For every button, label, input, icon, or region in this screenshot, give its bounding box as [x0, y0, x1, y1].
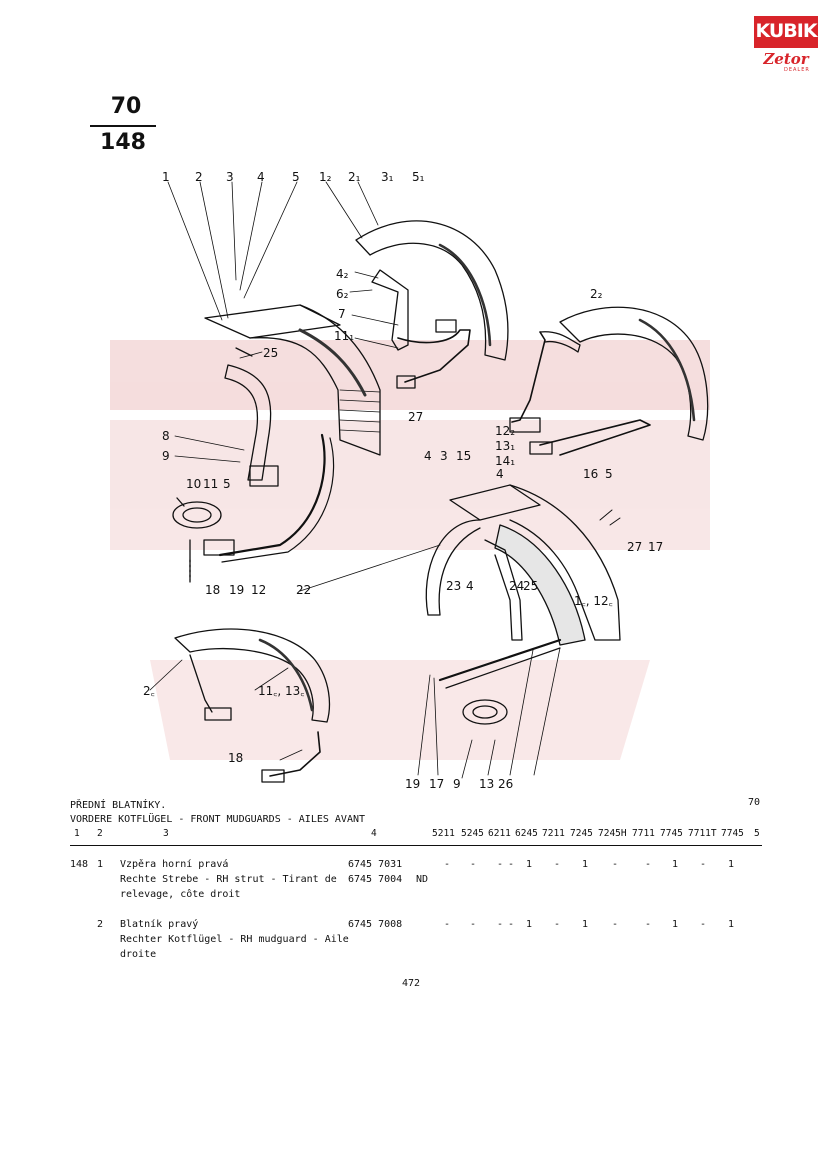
- col-header-model: 5211: [432, 828, 455, 839]
- page-index-rule: [90, 125, 156, 127]
- page-sheet-number: 148: [100, 130, 146, 155]
- callout: 12: [251, 583, 267, 597]
- logo-brand-sub: DEALER: [784, 67, 810, 73]
- qty-cell: -: [470, 919, 477, 930]
- callout: 5: [292, 170, 300, 184]
- section-title-cz: PŘEDNÍ BLATNÍKY.: [70, 800, 167, 811]
- callout: 4: [466, 579, 474, 593]
- position-number: 2: [97, 919, 104, 930]
- description-cz: Blatník pravý: [120, 919, 199, 930]
- page-number: 472: [402, 978, 421, 989]
- callout: 3₁: [381, 170, 394, 184]
- callout: 19: [405, 777, 421, 790]
- kubik-zetor-logo: [754, 16, 818, 72]
- qty-cell: -: [700, 859, 707, 870]
- description-cz: Vzpěra horní pravá: [120, 859, 229, 870]
- callout: 16: [583, 467, 599, 481]
- col-header-model: 7745: [660, 828, 683, 839]
- description-multi: Rechter Kotflügel - RH mudguard - Aile: [120, 934, 349, 945]
- qty-cell: -: [612, 859, 619, 870]
- qty-cell: 1: [526, 859, 533, 870]
- callout: 15: [456, 449, 472, 463]
- qty-cell: -: [508, 919, 515, 930]
- callout: 2₂: [590, 287, 603, 301]
- part-number: 6745 7008: [348, 919, 403, 930]
- callout: 25: [523, 579, 539, 593]
- callout: 12₂: [495, 424, 516, 438]
- description-multi: droite: [120, 949, 157, 960]
- callout: 13₁: [495, 439, 516, 453]
- qty-cell: -: [645, 859, 652, 870]
- callout: 17: [429, 777, 445, 790]
- kubik-logo-block: [754, 16, 818, 48]
- page-group-number: 70: [110, 94, 142, 119]
- qty-cell: -: [700, 919, 707, 930]
- description-multi: Rechte Strebe - RH strut - Tirant de: [120, 874, 337, 885]
- qty-cell: 1: [582, 919, 589, 930]
- callout: 11₁: [334, 329, 355, 343]
- callout: 19: [229, 583, 245, 597]
- col-header-model: 7711T: [688, 828, 717, 839]
- col-header-2: 2: [97, 828, 103, 839]
- callout: 4₂: [336, 267, 349, 281]
- callout: 1꜀, 12꜀: [574, 594, 613, 608]
- qty-cell: -: [554, 919, 561, 930]
- qty-cell: -: [497, 919, 504, 930]
- callout: 4: [257, 170, 265, 184]
- col-header-4: 4: [371, 828, 377, 839]
- callout: 2₁: [348, 170, 361, 184]
- description-multi: relevage, côte droit: [120, 889, 241, 900]
- callout: 25: [263, 346, 279, 360]
- callout: 8: [162, 429, 170, 443]
- qty-cell: 1: [728, 919, 735, 930]
- qty-cell: 1: [526, 919, 533, 930]
- callout: 1₂: [319, 170, 332, 184]
- col-header-model: 6211: [488, 828, 511, 839]
- mudguard-exploded-diagram: [0, 150, 826, 790]
- qty-cell: -: [645, 919, 652, 930]
- callout: 5: [223, 477, 231, 491]
- col-header-model: 7245H: [598, 828, 627, 839]
- section-number: 70: [748, 797, 761, 808]
- callout: 5: [605, 467, 613, 481]
- col-header-model: 7211: [542, 828, 565, 839]
- callout: 9: [453, 777, 461, 790]
- qty-cell: -: [554, 859, 561, 870]
- col-header-1: 1: [74, 828, 80, 839]
- callout: 27: [627, 540, 643, 554]
- col-header-model: 7745: [721, 828, 744, 839]
- callout: 2꜀: [143, 684, 155, 698]
- callout: 11꜀, 13꜀: [258, 684, 305, 698]
- ref-group: 148: [70, 859, 89, 870]
- qty-cell: 1: [672, 859, 679, 870]
- part-note: ND: [416, 874, 429, 885]
- callout: 10: [186, 477, 202, 491]
- qty-cell: -: [508, 859, 515, 870]
- callout: 23: [446, 579, 462, 593]
- callout: 26: [498, 777, 514, 790]
- callout: 22: [296, 583, 312, 597]
- part-number: 6745 7031: [348, 859, 403, 870]
- callout: 1: [162, 170, 170, 184]
- table-header-rule: [70, 845, 762, 846]
- logo-brand-bottom: Zetor: [763, 50, 809, 68]
- callout: 14₁: [495, 454, 516, 468]
- callout: 18: [228, 751, 244, 765]
- callout: 27: [408, 410, 424, 424]
- callout: 4: [496, 467, 504, 481]
- logo-brand-top: KUBIK: [755, 20, 817, 42]
- callout: 11: [203, 477, 219, 491]
- watermark: [110, 340, 710, 760]
- col-header-model: 5245: [461, 828, 484, 839]
- col-header-model: 7245: [570, 828, 593, 839]
- section-title-multilingual: VORDERE KOTFLÜGEL - FRONT MUDGUARDS - AILES AVANT: [70, 814, 366, 825]
- qty-cell: -: [470, 859, 477, 870]
- qty-cell: -: [444, 859, 451, 870]
- col-header-5: 5: [754, 828, 760, 839]
- callout: 17: [648, 540, 664, 554]
- col-header-model: 7711: [632, 828, 655, 839]
- callout: 5₁: [412, 170, 425, 184]
- callout: 2: [195, 170, 203, 184]
- col-header-model: 6245: [515, 828, 538, 839]
- callout: 18: [205, 583, 221, 597]
- callout: 24: [509, 579, 525, 593]
- qty-cell: 1: [672, 919, 679, 930]
- callout: 9: [162, 449, 170, 463]
- qty-cell: -: [497, 859, 504, 870]
- position-number: 1: [97, 859, 104, 870]
- callout: 6₂: [336, 287, 349, 301]
- callout: 7: [338, 307, 346, 321]
- qty-cell: 1: [582, 859, 589, 870]
- part-number: 6745 7004: [348, 874, 403, 885]
- qty-cell: 1: [728, 859, 735, 870]
- callout: 13: [479, 777, 495, 790]
- qty-cell: -: [612, 919, 619, 930]
- callout: 4: [424, 449, 432, 463]
- qty-cell: -: [444, 919, 451, 930]
- col-header-3: 3: [163, 828, 169, 839]
- callout: 3: [226, 170, 234, 184]
- callout: 3: [440, 449, 448, 463]
